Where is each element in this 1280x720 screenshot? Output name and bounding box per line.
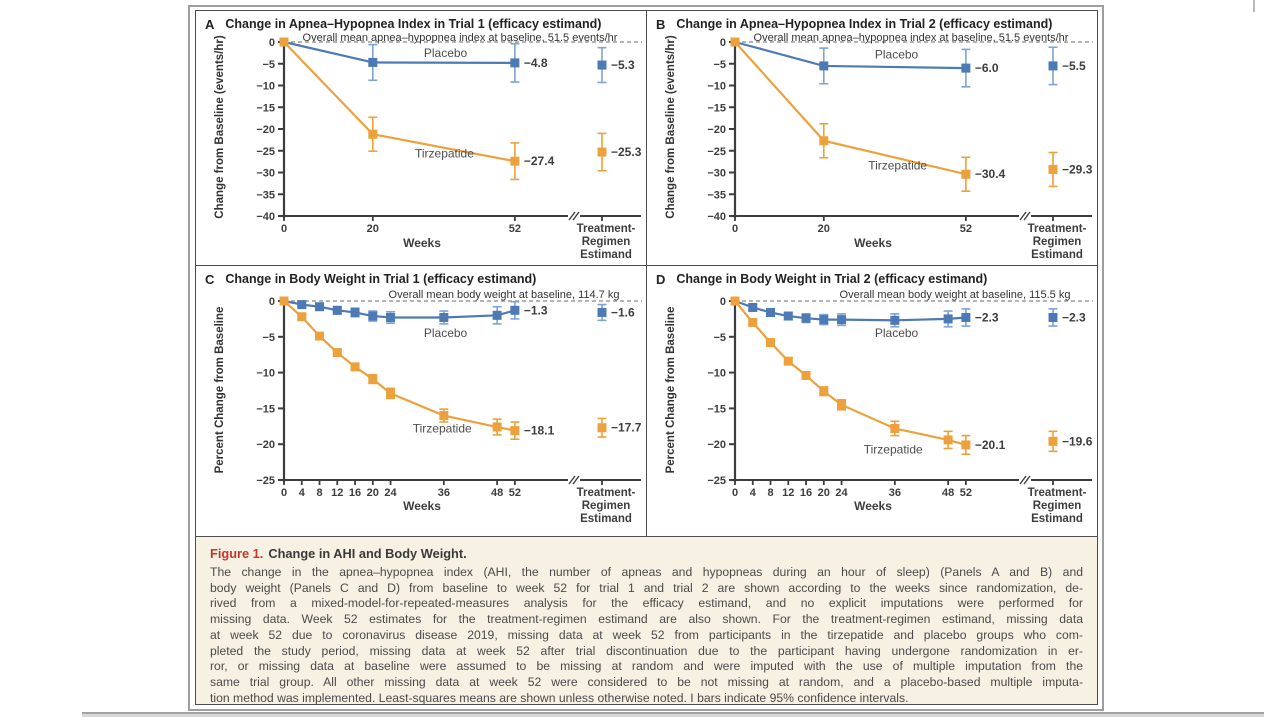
estimand-axis-label: Regimen [1032, 236, 1082, 248]
figure-frame [188, 5, 1104, 711]
panel-b-baseline-note: Overall mean apnea–hypopnea index at baseline, 51.5 events/hr [753, 32, 1069, 44]
svg-text:12: 12 [782, 487, 795, 499]
svg-text:52: 52 [508, 223, 522, 235]
figure-caption-title: Change in AHI and Body Weight. [268, 546, 467, 561]
estimand-axis-label: Treatment- [1027, 487, 1087, 499]
data-point-marker [368, 312, 377, 321]
panel-a-header [205, 17, 601, 32]
svg-text:−15: −15 [256, 403, 275, 416]
panel-a-ahi-trial1 [195, 10, 647, 266]
svg-text:−30: −30 [707, 167, 726, 180]
panel-d-letter: D [656, 272, 666, 287]
week52-value-label: −1.3 [523, 303, 548, 318]
svg-text:16: 16 [348, 487, 362, 499]
svg-text:0: 0 [719, 296, 726, 308]
data-point-marker [766, 338, 775, 347]
data-point-marker [802, 314, 811, 323]
panel-c-baseline-note: Overall mean body weight at baseline, 114.7 kg [388, 289, 620, 301]
data-point-marker [819, 61, 828, 70]
panel-b-letter: B [656, 17, 666, 32]
svg-text:0: 0 [719, 37, 726, 49]
panel-b-ahi-trial2 [646, 10, 1098, 266]
estimand-axis-label: Regimen [1032, 500, 1082, 512]
data-point-marker [819, 387, 828, 396]
estimand-value-label: −5.5 [1062, 58, 1086, 73]
panel-b-y-axis-label: Change from Baseline (events/hr) [665, 35, 677, 219]
panel-a-y-axis-label: Change from Baseline (events/hr) [214, 35, 226, 219]
caption-line-7: ror, or missing data at baseline were assumed to be missing at random and were imputed with the use of multiple imputation from the [210, 659, 1083, 674]
estimand-point-marker [1049, 313, 1058, 322]
svg-text:−10: −10 [707, 367, 726, 380]
x-axis [281, 475, 641, 525]
series-name-label: Tirzepatide [863, 442, 923, 457]
data-point-marker [386, 389, 395, 398]
svg-text:8: 8 [316, 487, 323, 499]
panel-c-title: Change in Body Weight in Trial 1 (efficacy estimand) [225, 272, 537, 286]
estimand-point-marker [1049, 165, 1058, 174]
panel-d-y-axis-label: Percent Change from Baseline [665, 306, 677, 474]
caption-line-9: tion method was implemented. Least-squares means are shown unless otherwise noted. I bars indicate 95% confidence intervals. [210, 690, 909, 705]
caption-line-1: The change in the apnea–hypopnea index (AHI, the number of apneas and hypopneas during an hour of sleep) (Panels A and B) and [210, 565, 1083, 579]
svg-text:8: 8 [767, 487, 774, 499]
data-point-marker [731, 297, 740, 306]
svg-text:−20: −20 [707, 439, 726, 452]
svg-text:−35: −35 [256, 189, 275, 202]
panel-a-baseline-note: Overall mean apnea–hypopnea index at baseline, 51.5 events/hr [302, 32, 618, 44]
figure-caption-heading [210, 546, 1083, 561]
svg-text:−25: −25 [707, 475, 726, 487]
data-point-marker [837, 400, 846, 409]
svg-text:20: 20 [817, 487, 830, 499]
data-point-marker [280, 297, 289, 306]
data-point-marker [510, 157, 519, 166]
svg-text:24: 24 [835, 487, 848, 499]
svg-text:−25: −25 [256, 475, 275, 487]
data-point-marker [819, 315, 828, 324]
svg-text:4: 4 [298, 487, 305, 499]
svg-text:0: 0 [280, 487, 288, 499]
weeks-label: Weeks [854, 236, 892, 250]
svg-text:0: 0 [268, 37, 275, 49]
svg-text:−5: −5 [713, 58, 726, 71]
week52-value-label: −20.1 [974, 437, 1006, 452]
svg-text:−40: −40 [256, 211, 275, 223]
svg-text:−25: −25 [707, 145, 726, 158]
svg-text:0: 0 [268, 296, 275, 308]
slide-bottom-edge [82, 712, 1264, 717]
estimand-value-label: −29.3 [1062, 162, 1093, 177]
data-point-marker [802, 371, 811, 380]
panel-c-y-axis-label: Percent Change from Baseline [214, 306, 226, 474]
data-point-marker [297, 312, 306, 321]
estimand-point-marker [598, 423, 607, 432]
figure-caption-body [210, 565, 1083, 706]
week52-value-label: −2.3 [974, 310, 999, 325]
estimand-value-label: −5.3 [611, 58, 635, 73]
series-name-label: Placebo [874, 47, 919, 62]
data-point-marker [510, 426, 519, 435]
panel-c-chart-svg [196, 266, 645, 534]
svg-text:−5: −5 [713, 331, 726, 344]
svg-text:52: 52 [508, 487, 522, 499]
svg-text:−10: −10 [256, 367, 275, 380]
data-point-marker [944, 435, 953, 444]
svg-text:−5: −5 [262, 331, 275, 344]
week52-value-label: −4.8 [523, 55, 548, 70]
y-axis [256, 296, 284, 487]
week52-value-label: −6.0 [974, 61, 999, 76]
series-name-label: Tirzepatide [414, 146, 474, 161]
panel-d-chart-svg [647, 266, 1096, 534]
caption-line-8: same trial group. All other missing data at week 52 were considered to be not missing at random, and a placebo-based multiple imputa- [210, 674, 1083, 689]
x-axis [732, 475, 1092, 525]
data-point-marker [784, 312, 793, 321]
svg-text:−10: −10 [256, 80, 275, 93]
estimand-point-marker [598, 148, 607, 157]
figure-caption-label: Figure 1. [210, 546, 264, 561]
data-point-marker [890, 424, 899, 433]
caption-line-4: missing data. Week 52 estimates for the treatment-regimen estimand are also shown. For the treatment-regimen estimand, missing data [210, 612, 1083, 627]
estimand-axis-label: Regimen [581, 500, 631, 512]
data-point-marker [493, 423, 502, 432]
svg-text:0: 0 [280, 223, 288, 235]
panel-c-letter: C [205, 272, 215, 287]
data-point-marker [837, 315, 846, 324]
svg-text:−25: −25 [256, 145, 275, 158]
series-name-label: Placebo [423, 45, 468, 60]
panel-d-baseline-note: Overall mean body weight at baseline, 115.5 kg [839, 289, 1071, 301]
data-point-marker [961, 64, 970, 73]
series-placebo [280, 297, 636, 340]
panel-a-title: Change in Apnea–Hypopnea Index in Trial 1 (efficacy estimand) [225, 17, 602, 31]
data-point-marker [510, 306, 519, 315]
estimand-value-label: −19.6 [1062, 434, 1093, 449]
data-point-marker [944, 314, 953, 323]
week52-value-label: −30.4 [974, 167, 1006, 182]
estimand-point-marker [598, 61, 607, 70]
panel-b-header [656, 17, 1052, 32]
svg-text:36: 36 [437, 487, 450, 499]
estimand-axis-label: Estimand [580, 249, 632, 261]
data-point-marker [315, 332, 324, 341]
data-point-marker [748, 303, 757, 312]
panel-a-chart-svg [196, 11, 645, 263]
series-name-label: Tirzepatide [412, 421, 472, 436]
panel-c-bodyweight-trial1 [195, 265, 647, 537]
data-point-marker [439, 313, 448, 322]
data-point-marker [333, 348, 342, 357]
x-axis [732, 211, 1092, 261]
svg-text:−15: −15 [256, 102, 275, 115]
panel-c-header [205, 272, 536, 287]
estimand-value-label: −2.3 [1062, 310, 1086, 325]
series-placebo [731, 297, 1087, 340]
svg-text:−5: −5 [262, 58, 275, 71]
estimand-axis-label: Treatment- [576, 487, 636, 499]
data-point-marker [819, 136, 828, 145]
data-point-marker [493, 311, 502, 320]
panel-a-letter: A [205, 17, 215, 32]
svg-text:0: 0 [731, 487, 739, 499]
data-point-marker [368, 130, 377, 139]
svg-text:36: 36 [888, 487, 901, 499]
svg-text:−10: −10 [707, 80, 726, 93]
estimand-axis-label: Regimen [581, 236, 631, 248]
weeks-label: Weeks [403, 236, 441, 250]
estimand-axis-label: Estimand [580, 513, 632, 525]
estimand-point-marker [1049, 61, 1058, 70]
svg-text:20: 20 [366, 223, 379, 235]
panel-b-chart-svg [647, 11, 1096, 263]
data-point-marker [368, 58, 377, 67]
panel-d-title: Change in Body Weight in Trial 2 (efficacy estimand) [676, 272, 988, 286]
estimand-axis-label: Estimand [1031, 513, 1083, 525]
series-name-label: Tirzepatide [868, 158, 928, 173]
data-point-marker [297, 300, 306, 309]
y-axis [707, 296, 735, 487]
panel-b-title: Change in Apnea–Hypopnea Index in Trial 2 (efficacy estimand) [676, 17, 1053, 31]
svg-text:−20: −20 [256, 439, 275, 452]
data-point-marker [315, 302, 324, 311]
estimand-value-label: −1.6 [611, 305, 635, 320]
svg-text:52: 52 [959, 487, 973, 499]
svg-text:−20: −20 [256, 124, 275, 136]
y-axis [707, 37, 735, 223]
series-name-label: Placebo [874, 325, 919, 340]
svg-text:48: 48 [490, 487, 504, 499]
week52-value-label: −27.4 [523, 154, 555, 169]
week52-value-label: −18.1 [523, 423, 555, 438]
caption-line-3: rived from a mixed-model-for-repeated-measures analysis for the efficacy estimand, and no explicit imputations were performed for [210, 596, 1083, 611]
estimand-point-marker [1049, 437, 1058, 446]
y-axis [256, 37, 284, 223]
svg-text:48: 48 [941, 487, 955, 499]
svg-text:−15: −15 [707, 102, 726, 115]
svg-text:20: 20 [817, 223, 830, 235]
series-name-label: Placebo [423, 325, 468, 340]
svg-text:4: 4 [749, 487, 756, 499]
slide-edge-tick [1253, 0, 1255, 12]
caption-line-6: pleted the study period, missing data at week 52 after trial discontinuation due to the participant having undergone randomization in er- [210, 643, 1083, 658]
data-point-marker [510, 58, 519, 67]
data-point-marker [961, 170, 970, 179]
weeks-label: Weeks [403, 499, 441, 513]
series-placebo [280, 38, 636, 83]
series-tirzepatide [280, 297, 642, 440]
svg-text:−30: −30 [256, 167, 275, 180]
data-point-marker [439, 411, 448, 420]
svg-text:−20: −20 [707, 124, 726, 136]
figure-caption-box [195, 536, 1098, 705]
estimand-point-marker [598, 308, 607, 317]
data-point-marker [766, 308, 775, 317]
data-point-marker [784, 357, 793, 366]
panel-d-bodyweight-trial2 [646, 265, 1098, 537]
caption-line-5: at week 52 due to coronavirus disease 2019, missing data at week 52 from participants in the tirzepatide and placebo groups who com- [210, 627, 1083, 642]
svg-text:20: 20 [366, 487, 379, 499]
data-point-marker [386, 313, 395, 322]
estimand-axis-label: Treatment- [576, 223, 636, 235]
estimand-value-label: −25.3 [611, 145, 642, 160]
svg-text:24: 24 [384, 487, 397, 499]
svg-text:−40: −40 [707, 211, 726, 223]
estimand-value-label: −17.7 [611, 420, 642, 435]
data-point-marker [961, 313, 970, 322]
data-point-marker [890, 316, 899, 325]
svg-text:16: 16 [799, 487, 813, 499]
svg-text:0: 0 [731, 223, 739, 235]
data-point-marker [351, 362, 360, 371]
estimand-axis-label: Treatment- [1027, 223, 1087, 235]
weeks-label: Weeks [854, 499, 892, 513]
data-point-marker [368, 375, 377, 384]
data-point-marker [748, 318, 757, 327]
data-point-marker [333, 306, 342, 315]
panel-d-header [656, 272, 987, 287]
data-point-marker [351, 308, 360, 317]
caption-line-2: body weight (Panels C and D) from baseline to week 52 for trial 1 and trial 2 are shown according to the weeks since randomization, de- [210, 580, 1083, 595]
svg-text:52: 52 [959, 223, 973, 235]
series-placebo [731, 38, 1087, 87]
x-axis [281, 211, 641, 261]
svg-text:12: 12 [331, 487, 344, 499]
estimand-axis-label: Estimand [1031, 249, 1083, 261]
svg-text:−35: −35 [707, 189, 726, 202]
svg-text:−15: −15 [707, 403, 726, 416]
data-point-marker [961, 440, 970, 449]
